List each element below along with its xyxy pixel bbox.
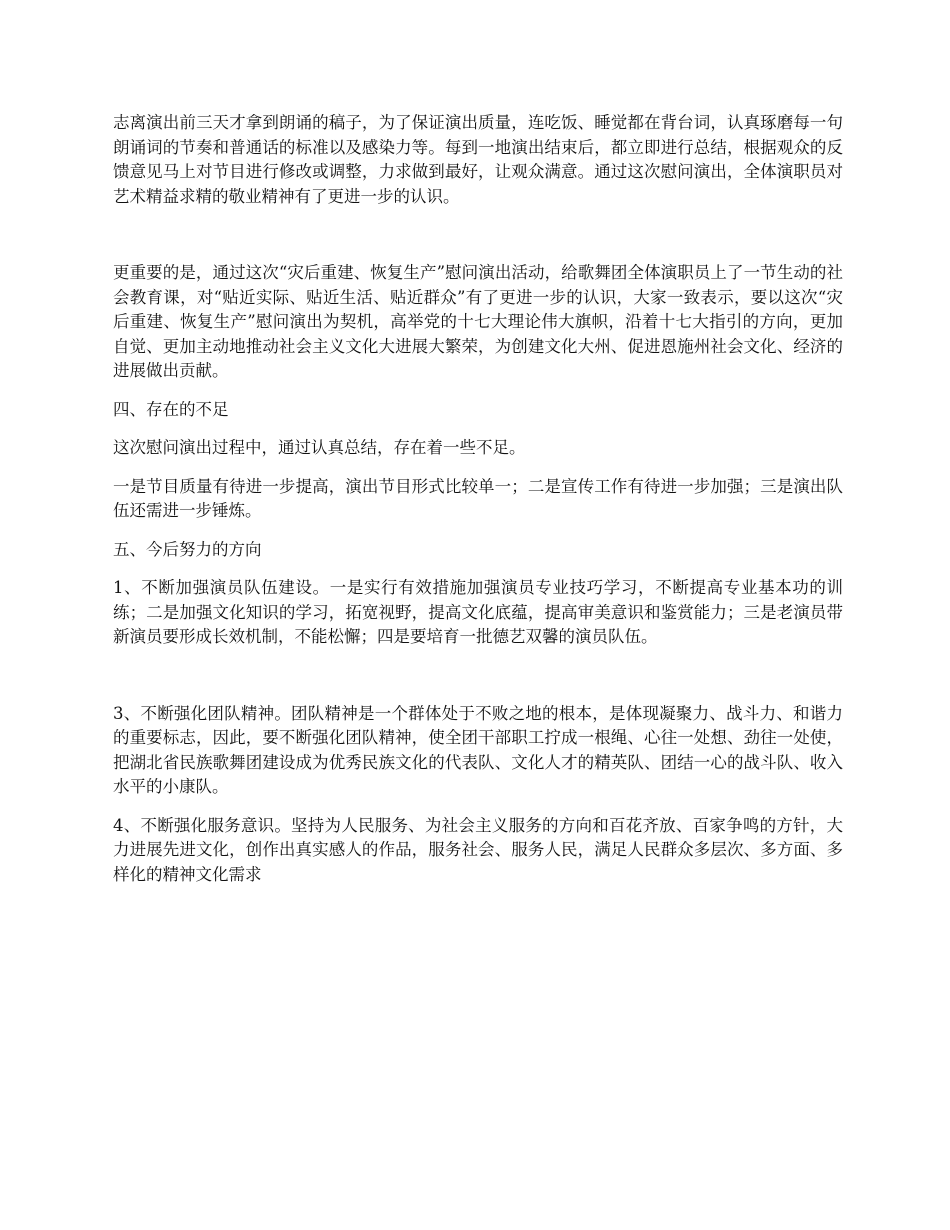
paragraph-shortcomings-intro: 这次慰问演出过程中，通过认真总结，存在着一些不足。	[113, 438, 526, 457]
paragraph-gap	[113, 384, 843, 398]
section-heading-shortcomings: 四、存在的不足	[113, 399, 229, 419]
paragraph-gap	[113, 562, 843, 576]
paragraph-gap	[113, 800, 843, 814]
paragraph-item-1-team-building: 1、不断加强演员队伍建设。一是实行有效措施加强演员专业技巧学习，不断提高专业基本功的训练；二是加强文化知识的学习，拓宽视野，提高文化底蕴，提高审美意识和鉴赏能力；三是老演员带新演员要形成长效机制，不能松懈；四是要培育一批德艺双馨的演员队伍。	[113, 578, 843, 646]
paragraph-gap	[113, 461, 843, 475]
document-body	[113, 111, 843, 887]
paragraph-item-3-team-spirit: 3、不断强化团队精神。团队精神是一个群体处于不败之地的根本，是体现凝聚力、战斗力、和谐力的重要标志，因此，要不断强化团队精神，使全团干部职工拧成一根绳、心往一处想、劲往一处使，把湖北省民族歌舞团建设成为优秀民族文化的代表队、文化人才的精英队、团结一心的战斗队、收入水平的小康队。	[113, 703, 843, 796]
paragraph-gap	[113, 524, 843, 538]
paragraph-item-4-service-awareness: 4、不断强化服务意识。坚持为人民服务、为社会主义服务的方向和百花齐放、百家争鸣的方针，大力进展先进文化，创作出真实感人的作品，服务社会、服务人民，满足人民群众多层次、多方面、多样化的精神文化需求	[113, 815, 843, 884]
paragraph-gap	[113, 209, 843, 261]
paragraph-performance-preparation: 志离演出前三天才拿到朗诵的稿子，为了保证演出质量，连吃饭、睡觉都在背台词，认真琢磨每一句朗诵词的节奏和普通话的标准以及感染力等。每到一地演出结束后，都立即进行总结，根据观众的反馈意见马上对节目进行修改或调整，力求做到最好，让观众满意。通过这次慰问演出，全体演职员对艺术精益求精的敬业精神有了更进一步的认识。	[113, 113, 843, 206]
paragraph-social-education: 更重要的是，通过这次“灾后重建、恢复生产”慰问演出活动，给歌舞团全体演职员上了一节生动的社会教育课，对“贴近实际、贴近生活、贴近群众”有了更进一步的认识，大家一致表示，要以这次“灾后重建、恢复生产”慰问演出为契机，高举党的十七大理论伟大旗帜，沿着十七大指引的方向，更加自觉、更加主动地推动社会主义文化大进展大繁荣，为创建文化大州、促进恩施州社会文化、经济的进展做出贡献。	[113, 263, 843, 380]
paragraph-gap	[113, 422, 843, 436]
paragraph-gap	[113, 650, 843, 702]
section-heading-future-direction: 五、今后努力的方向	[113, 539, 262, 559]
paragraph-shortcomings-list: 一是节目质量有待进一步提高，演出节目形式比较单一；二是宣传工作有待进一步加强；三是演出队伍还需进一步锤炼。	[113, 476, 843, 520]
